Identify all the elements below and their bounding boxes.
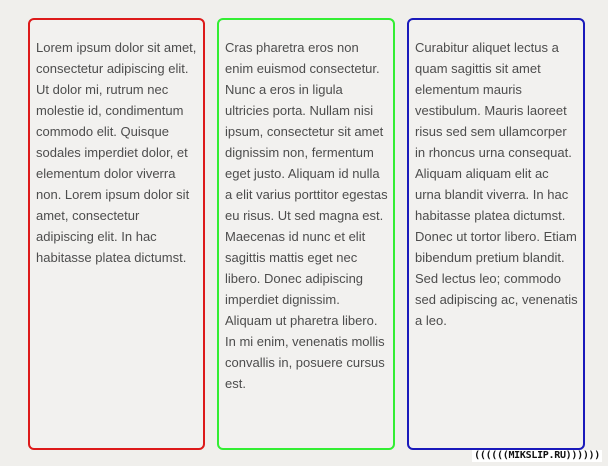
- column-green: [217, 18, 395, 450]
- column-blue: [407, 18, 585, 450]
- column-red-text: Lorem ipsum dolor sit amet, consectetur adipiscing elit. Ut dolor mi, rutrum nec molestie id, condimentum commodo elit. Quisque sodales imperdiet dolor, et elementum dolor viverra non. Lorem ipsum dolor sit amet, consectetur adipiscing elit. In hac habitasse platea dictumst.: [36, 40, 197, 265]
- watermark: ((((((MIKSLIP.RU)))))): [474, 450, 600, 461]
- column-blue-text: Curabitur aliquet lectus a quam sagittis sit amet elementum mauris vestibulum. Mauris laoreet risus sed sem ullamcorper in rhoncus urna consequat. Aliquam aliquam elit ac urna blandit viverra. In hac habitasse platea dictumst. Donec ut tortor libero. Etiam bibendum pretium blandit. Sed lectus leo; commodo sed adipiscing ac, venenatis a leo.: [415, 40, 578, 328]
- column-red: [28, 18, 205, 450]
- column-green-text: Cras pharetra eros non enim euismod consectetur. Nunc a eros in ligula ultricies porta. Nullam nisi ipsum, consectetur sit amet dignissim non, fermentum eget justo. Aliquam id nulla a elit varius porttitor egestas eu risus. Ut sed magna est. Maecenas id nunc et elit sagittis mattis eget nec libero. Donec adipiscing imperdiet dignissim. Aliquam ut pharetra libero. In mi enim, venenatis mollis convallis in, posuere cursus est.: [225, 40, 388, 391]
